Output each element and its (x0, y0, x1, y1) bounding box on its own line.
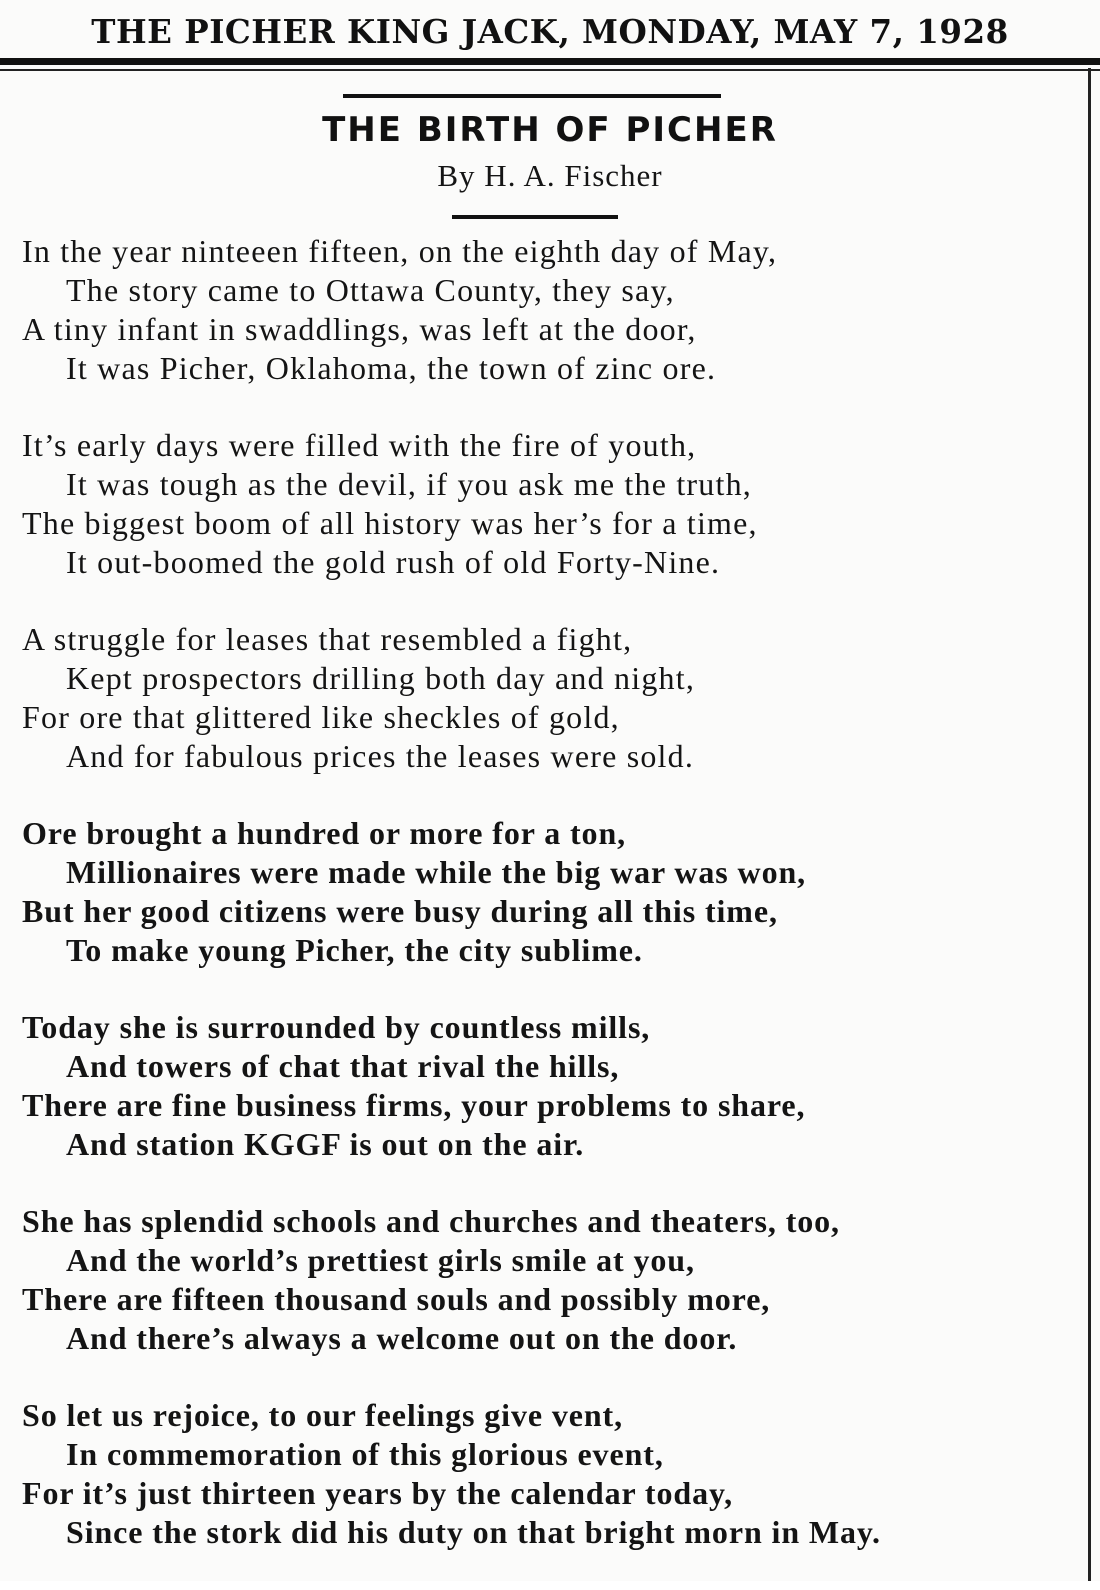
poem-line: The story came to Ottawa County, they say, (66, 272, 675, 308)
masthead-rule-thick (0, 58, 1100, 65)
poem-line: But her good citizens were busy during all this time, (22, 893, 778, 929)
poem-body (22, 232, 1082, 1590)
poem-line: A tiny infant in swaddlings, was left at the door, (22, 311, 697, 347)
poem-line: A struggle for leases that resembled a fight, (22, 621, 633, 657)
poem-line: The biggest boom of all history was her’s for a time, (22, 505, 758, 541)
poem-line: And station KGGF is out on the air. (66, 1126, 585, 1162)
poem-line: Since the stork did his duty on that bright morn in May. (66, 1514, 881, 1550)
column-border (1088, 68, 1091, 1581)
poem-line: It was Picher, Oklahoma, the town of zinc ore. (66, 350, 717, 386)
stanza-1 (22, 232, 1082, 388)
poem-line: It out-boomed the gold rush of old Forty-Nine. (66, 544, 721, 580)
stanza-5 (22, 1008, 1082, 1164)
poem-line: There are fine business firms, your problems to share, (22, 1087, 806, 1123)
stanza-4 (22, 814, 1082, 970)
masthead: THE PICHER KING JACK, MONDAY, MAY 7, 1928 (91, 12, 1009, 51)
stanza-3 (22, 620, 1082, 776)
poem-line: To make young Picher, the city sublime. (66, 932, 643, 968)
stanza-6 (22, 1202, 1082, 1358)
poem-line: So let us rejoice, to our feelings give vent, (22, 1397, 623, 1433)
poem-byline: By H. A. Fischer (437, 158, 663, 193)
poem-line: She has splendid schools and churches and theaters, too, (22, 1203, 840, 1239)
poem-line: Kept prospectors drilling both day and night, (66, 660, 696, 696)
poem-line: Today she is surrounded by countless mills, (22, 1009, 651, 1045)
title-rule-top (343, 94, 721, 98)
stanza-2 (22, 426, 1082, 582)
poem-line: Ore brought a hundred or more for a ton, (22, 815, 627, 851)
masthead-rule-thin (0, 69, 1100, 71)
poem-line: It’s early days were filled with the fire of youth, (22, 427, 697, 463)
poem-line: For ore that glittered like sheckles of gold, (22, 699, 620, 735)
stanza-7 (22, 1396, 1082, 1552)
poem-line: And the world’s prettiest girls smile at you, (66, 1242, 695, 1278)
poem-line: It was tough as the devil, if you ask me the truth, (66, 466, 752, 502)
poem-title: THE BIRTH OF PICHER (322, 110, 778, 150)
title-rule-bottom (452, 215, 618, 219)
poem-line: For it’s just thirteen years by the calendar today, (22, 1475, 734, 1511)
poem-line: In the year ninteeen fifteen, on the eighth day of May, (22, 233, 778, 269)
poem-line: In commemoration of this glorious event, (66, 1436, 664, 1472)
poem-line: And towers of chat that rival the hills, (66, 1048, 620, 1084)
poem-line: There are fifteen thousand souls and possibly more, (22, 1281, 771, 1317)
poem-line: And there’s always a welcome out on the door. (66, 1320, 738, 1356)
poem-line: Millionaires were made while the big war was won, (66, 854, 807, 890)
poem-line: And for fabulous prices the leases were sold. (66, 738, 695, 774)
